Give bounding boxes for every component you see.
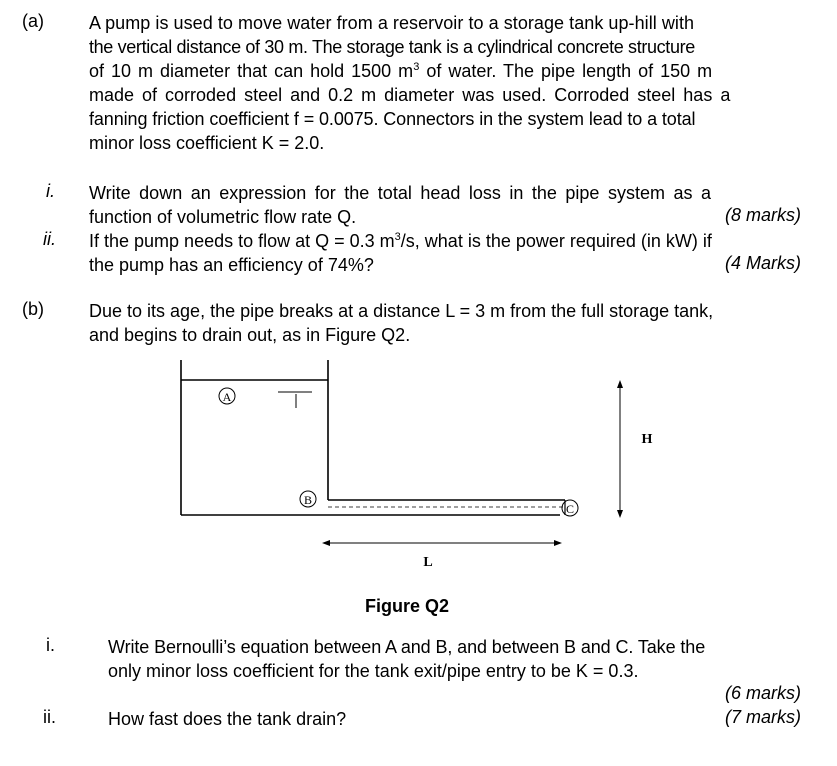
part-a-line-5: fanning friction coefficient f = 0.0075. Connectors in the system lead to a total (89, 109, 696, 129)
question-b-ii-label: ii. (43, 707, 56, 727)
question-a-i-line-2: function of volumetric flow rate Q. (89, 207, 357, 227)
l-arrow-right (554, 540, 562, 546)
question-b-i-label: i. (46, 635, 55, 655)
question-a-ii-marks: (4 Marks) (725, 253, 801, 273)
question-b-ii-marks: (7 marks) (725, 707, 801, 727)
question-a-ii-line-1-a: If the pump needs to flow at Q = 0.3 m (89, 231, 395, 251)
part-a-line-1: A pump is used to move water from a reservoir to a storage tank up-hill with (89, 13, 695, 33)
part-a-label: (a) (22, 11, 44, 31)
part-b-text (89, 299, 801, 347)
question-b-i-text (108, 635, 801, 683)
h-label: H (641, 432, 653, 447)
part-a-text (89, 11, 801, 155)
question-a-i-label: i. (46, 181, 55, 201)
question-a-i-line-1: Write down an expression for the total head loss in the pipe system as a (89, 183, 711, 203)
part-b-line-1: Due to its age, the pipe breaks at a distance L = 3 m from the full storage tank, (89, 301, 714, 321)
l-arrow-left (322, 540, 330, 546)
l-label: L (423, 555, 433, 570)
point-b-label: B (303, 493, 313, 507)
question-a-ii-line-1-sup: 3 (394, 231, 401, 243)
part-a-line-6: minor loss coefficient K = 2.0. (89, 133, 325, 153)
part-a-line-3-sup: 3 (413, 61, 420, 73)
part-a-line-4: made of corroded steel and 0.2 m diameter was used. Corroded steel has a (89, 85, 731, 105)
question-b-i-line-1: Write Bernoulli’s equation between A and B, and between B and C. Take the (108, 637, 706, 657)
point-c-label: C (565, 502, 575, 516)
part-a-line-2: the vertical distance of 30 m. The storage tank is a cylindrical concrete structure (89, 37, 695, 57)
part-a-line-3-a: of 10 m diameter that can hold 1500 m (89, 61, 414, 81)
question-b-i-line-2: only minor loss coefficient for the tank exit/pipe entry to be K = 0.3. (108, 661, 639, 681)
question-b-ii-line-1: How fast does the tank drain? (108, 709, 347, 729)
question-a-ii-line-1-b: /s, what is the power required (in kW) if (400, 231, 712, 251)
question-a-ii-text (89, 229, 801, 277)
h-arrow-bottom (617, 510, 623, 518)
figure-caption: Figure Q2 (365, 596, 450, 616)
part-a-line-3-b: of water. The pipe length of 150 m (419, 61, 713, 81)
question-a-i-text (89, 181, 801, 229)
question-b-ii-text (108, 707, 708, 731)
figure-q2-diagram (170, 350, 653, 580)
part-b-line-2: and begins to drain out, as in Figure Q2. (89, 325, 411, 345)
question-a-ii-line-2: the pump has an efficiency of 74%? (89, 255, 374, 275)
question-a-ii-line-1 (89, 229, 801, 253)
h-arrow-top (617, 380, 623, 388)
question-b-i-marks: (6 marks) (725, 683, 801, 703)
point-a-label: A (222, 390, 232, 404)
question-a-i-marks: (8 marks) (725, 205, 801, 225)
part-a-line-3 (89, 59, 801, 83)
part-b-label: (b) (22, 299, 44, 319)
question-a-ii-label: ii. (43, 229, 56, 249)
